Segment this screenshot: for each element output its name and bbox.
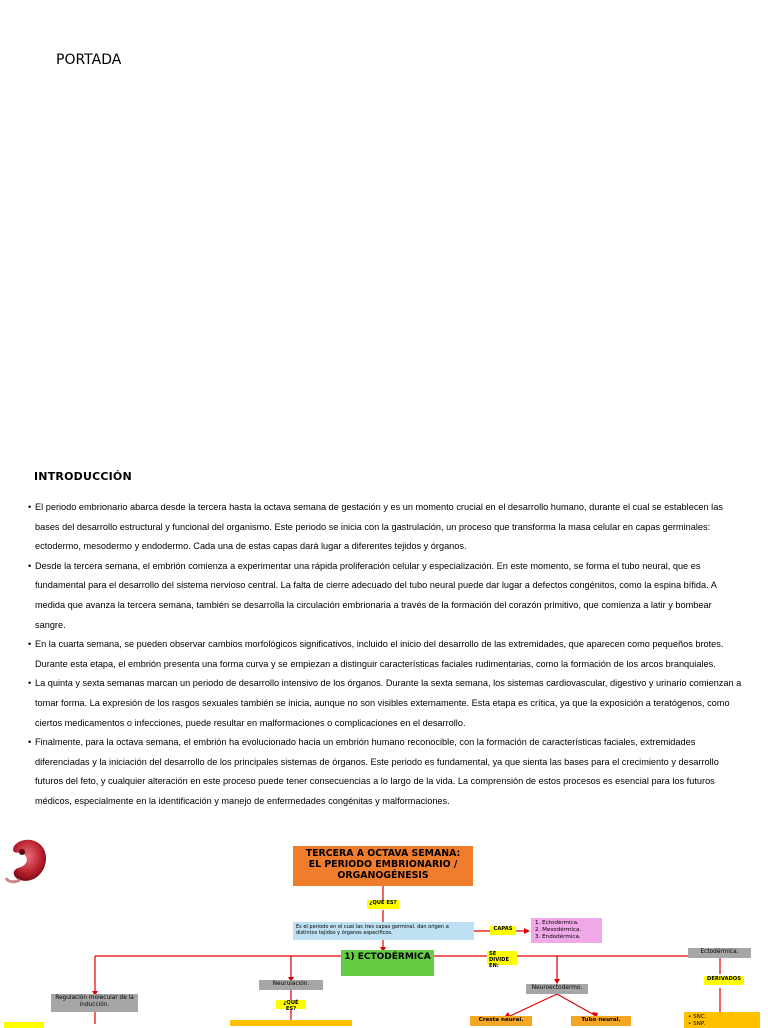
bullet-icon: • (28, 639, 32, 650)
paragraph: • Finalmente, para la octava semana, el embrión ha evolucionado hacia un embrión humano reconocible, con la formación de características faciales, extremidades diferenciadas y la iniciación del desarrollo de los principales sistemas de órganos. Este periodo es fundamental, ya que sienta las bases para el crecimiento y desarrollo futuros del feto, y cualquier alteración en este proceso puede tener consecuencias a lo largo de la vida. La comprensión de estos procesos es esencial para los futuros médicos, especialmente en la identificación y manejo de enfermedades congénitas y malformaciones. (28, 733, 744, 811)
concept-map (0, 836, 768, 1027)
paragraph: • Desde la tercera semana, el embrión comienza a experimentar una rápida proliferación celular y especialización. En este momento, se forma el tubo neural, que es fundamental para el desarrollo del sistema nervioso central. La falta de cierre adecuado del tubo neural puede dar lugar a defectos congénitos, como la espina bífida. A medida que avanza la tercera semana, también se desarrolla la circulación embrionaria a través de la formación del corazón primitivo, que comienza a latir y bombear sangre. (28, 557, 744, 635)
derivados-label: DERIVADOS (704, 976, 744, 985)
regulacion-box: Regulación molecular de la inducción. (51, 994, 138, 1012)
diagram-title: TERCERA A OCTAVA SEMANA: EL PERIODO EMBRIONARIO / ORGANOGÉNESIS (293, 846, 473, 886)
list-item: 2. Mesodérmica. (535, 927, 582, 933)
list-item: 3. Endodérmica. (535, 934, 581, 940)
cover-title: PORTADA (56, 52, 122, 68)
list-item: 1. Ectodérmica. (535, 920, 579, 926)
tubo-neural-box: Tubo neural. (571, 1016, 631, 1026)
que-es-label: ¿QUÉ ES? (367, 900, 399, 909)
capas-label: CAPAS (490, 926, 516, 935)
paragraph: • El periodo embrionario abarca desde la tercera hasta la octava semana de gestación y es un momento crucial en el desarrollo humano, durante el cual se establecen las bases del desarrollo estructural y funcional del organismo. Este periodo se inicia con la gastrulación, un proceso que transforma la masa celular en capas germinales: ectodermo, mesodermo y endodermo. Cada una de estas capas dará lugar a diferentes tejidos y órganos. (28, 498, 744, 557)
embryo-image (0, 836, 52, 886)
bullet-icon: • (28, 737, 32, 748)
neurulacion-box: Neurulación. (259, 980, 323, 990)
paragraph: • En la cuarta semana, se pueden observar cambios morfológicos significativos, incluido el inicio del desarrollo de las extremidades, que aparecen como pequeños brotes. Durante esta etapa, el embrión presenta una forma curva y se empiezan a distinguir características faciales rudimentarias, como la formación de los arcos branquiales. (28, 635, 744, 674)
list-item: • SNP. (688, 1021, 706, 1027)
ectodermica-box: Ectodérmica. (688, 948, 751, 958)
derivados-list (684, 1012, 760, 1028)
cresta-neural-box: Cresta neural. (470, 1016, 532, 1026)
introduction-body (28, 498, 744, 812)
side-label (4, 1022, 44, 1028)
se-divide-label: SE DIVIDE EN: (487, 951, 517, 965)
connector-line (510, 994, 557, 1016)
introduction-heading: INTRODUCCIÓN (34, 470, 132, 483)
connector-line (557, 994, 596, 1016)
neurulacion-definition (230, 1020, 352, 1026)
bullet-icon: • (28, 502, 32, 512)
capas-list (531, 918, 602, 943)
que-es-label-2: ¿QUÉ ES? (276, 1000, 306, 1009)
bullet-icon: • (28, 560, 32, 571)
bullet-icon: • (28, 678, 32, 689)
list-item: • SNC. (688, 1014, 707, 1020)
ectodermica-title: 1) ECTODÉRMICA (341, 950, 434, 976)
arrowhead (524, 928, 530, 934)
paragraph: • La quinta y sexta semanas marcan un periodo de desarrollo intensivo de los órganos. Durante la sexta semana, los sistemas cardiovascular, digestivo y urinario comienzan a tomar forma. La expresión de los rasgos sexuales también se inicia, aunque no son visibles externamente. Esta etapa es crítica, ya que la exposición a teratógenos, como ciertos medicamentos o infecciones, puede resultar en malformaciones o complicaciones en el desarrollo. (28, 674, 744, 733)
definition-box: Es el periodo en el cual las tres capas germinal. dan origen a distintos tejidos y órganos específicos. (293, 922, 474, 940)
neuroectodermo-box: Neuroectodermo. (526, 984, 588, 994)
